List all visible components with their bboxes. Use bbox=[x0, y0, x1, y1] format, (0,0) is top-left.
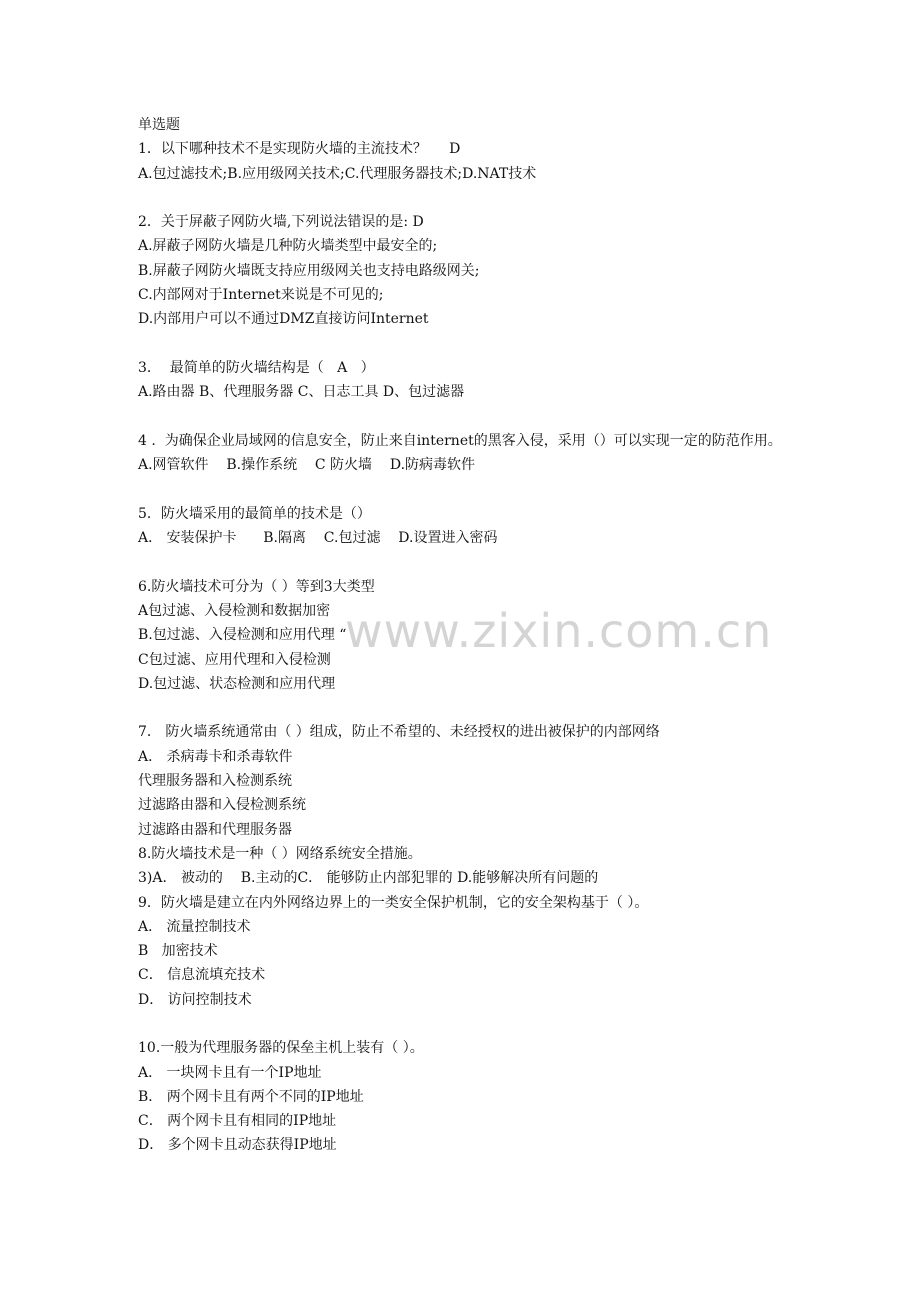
question-stem: 1．以下哪种技术不是实现防火墙的主流技术？ D bbox=[138, 141, 461, 158]
question-option: A． 安装保护卡 B.隔离 C.包过滤 D.设置进入密码 bbox=[138, 530, 498, 547]
question-8 bbox=[138, 842, 798, 891]
question-option: A． 杀病毒卡和杀毒软件 bbox=[138, 748, 293, 765]
blank-line bbox=[138, 477, 798, 501]
question-6 bbox=[138, 575, 798, 696]
document-body bbox=[138, 113, 798, 1158]
question-1 bbox=[138, 137, 798, 186]
question-stem: 8.防火墙技术是一种（ ）网络系统安全措施。 bbox=[138, 845, 422, 862]
question-option: C． 信息流填充技术 bbox=[138, 967, 266, 984]
question-option: D.包过滤、状态检测和应用代理 bbox=[138, 675, 336, 692]
question-option: A． 流量控制技术 bbox=[138, 918, 251, 935]
blank-line bbox=[138, 405, 798, 429]
question-3 bbox=[138, 356, 798, 405]
blank-line bbox=[138, 550, 798, 574]
question-option: C． 两个网卡且有相同的IP地址 bbox=[138, 1113, 337, 1130]
question-option: D． 多个网卡且动态获得IP地址 bbox=[138, 1137, 337, 1154]
question-stem: 5．防火墙采用的最简单的技术是（） bbox=[138, 505, 371, 522]
question-option: B.屏蔽子网防火墙既支持应用级网关也支持电路级网关; bbox=[138, 262, 480, 279]
question-option: A包过滤、入侵检测和数据加密 bbox=[138, 602, 331, 619]
question-option: D.内部用户可以不通过DMZ直接访问Internet bbox=[138, 311, 429, 328]
question-stem: 10.一般为代理服务器的保垒主机上装有（ ）。 bbox=[138, 1040, 424, 1057]
question-option: 代理服务器和入检测系统 bbox=[138, 773, 292, 790]
question-stem: 4 . 为确保企业局域网的信息安全，防止来自internet的黑客入侵，采用（）可以实现一定的防范作用。 bbox=[138, 432, 782, 449]
question-option: C包过滤、应用代理和入侵检测 bbox=[138, 651, 331, 668]
watermark-text: www.zixin.com.cn bbox=[345, 604, 773, 658]
question-stem: 7． 防火墙系统通常由（ ）组成，防止不希望的、未经授权的进出被保护的内部网络 bbox=[138, 724, 660, 741]
question-stem: 6.防火墙技术可分为（ ）等到3大类型 bbox=[138, 578, 375, 595]
question-stem: 9．防火墙是建立在内外网络边界上的一类安全保护机制，它的安全架构基于（ ）。 bbox=[138, 894, 649, 911]
question-stem: 2．关于屏蔽子网防火墙,下列说法错误的是: D bbox=[138, 214, 424, 231]
question-5 bbox=[138, 502, 798, 551]
question-option: 过滤路由器和代理服务器 bbox=[138, 821, 292, 838]
question-10 bbox=[138, 1036, 798, 1157]
question-option: C.内部网对于Internet来说是不可见的; bbox=[138, 287, 384, 304]
question-4 bbox=[138, 429, 798, 478]
question-option: A.路由器 B、代理服务器 C、日志工具 D、包过滤器 bbox=[138, 384, 465, 401]
blank-line bbox=[138, 1012, 798, 1036]
question-option: B 加密技术 bbox=[138, 943, 218, 960]
question-7 bbox=[138, 720, 798, 841]
blank-line bbox=[138, 332, 798, 356]
section-title: 单选题 bbox=[138, 117, 180, 133]
question-option: 3)A． 被动的 B.主动的C． 能够防止内部犯罪的 D.能够解决所有问题的 bbox=[138, 870, 599, 887]
question-option: D． 访问控制技术 bbox=[138, 991, 252, 1008]
question-option: B． 两个网卡且有两个不同的IP地址 bbox=[138, 1088, 364, 1105]
question-option: B.包过滤、入侵检测和应用代理 “ bbox=[138, 627, 347, 644]
question-option: A.包过滤技术;B.应用级网关技术;C.代理服务器技术;D.NAT技术 bbox=[138, 165, 537, 182]
blank-line bbox=[138, 696, 798, 720]
question-option: 过滤路由器和入侵检测系统 bbox=[138, 797, 306, 814]
blank-line bbox=[138, 186, 798, 210]
question-option: A.屏蔽子网防火墙是几种防火墙类型中最安全的; bbox=[138, 238, 438, 255]
question-option: A.网管软件 B.操作系统 C 防火墙 D.防病毒软件 bbox=[138, 457, 476, 474]
question-option: A． 一块网卡且有一个IP地址 bbox=[138, 1064, 322, 1081]
question-9 bbox=[138, 891, 798, 1012]
question-stem: 3． 最简单的防火墙结构是（ A ） bbox=[138, 359, 375, 376]
question-2 bbox=[138, 210, 798, 331]
